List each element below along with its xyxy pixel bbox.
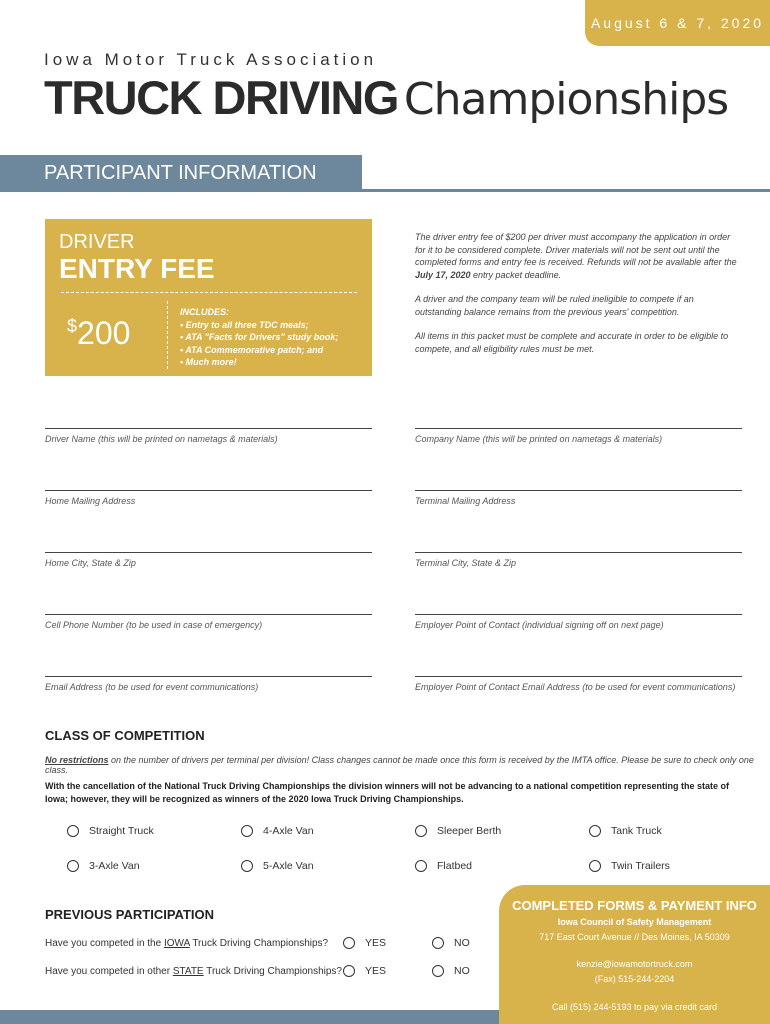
iowa-no-option[interactable]	[432, 937, 470, 949]
note-text: The driver entry fee of $200 per driver must accompany the application in order for it to be considered complete. Driver materials will not be sent out until the completed forms and entry fee is received. Refunds will not be available after the	[415, 232, 737, 267]
option-label: YES	[365, 937, 387, 949]
option-label: YES	[365, 965, 387, 977]
radio-button[interactable]	[343, 965, 355, 977]
option-label: NO	[454, 965, 470, 977]
question-emphasis: STATE	[172, 966, 204, 977]
option-label: Tank Truck	[611, 825, 662, 837]
fee-value: 200	[77, 315, 131, 351]
note-paragraph: A driver and the company team will be ruled ineligible to compete if an outstanding balance remains from the previous years' competition.	[415, 294, 694, 317]
includes-title: INCLUDES:	[180, 307, 229, 317]
radio-button[interactable]	[241, 825, 253, 837]
terminal-city-field[interactable]: Terminal City, State & Zip	[415, 552, 742, 568]
payment-fax: (Fax) 515-244-2204	[594, 974, 675, 984]
option-label: Flatbed	[437, 860, 473, 872]
fee-currency: $	[67, 316, 78, 336]
radio-button[interactable]	[432, 965, 444, 977]
payment-info-title: COMPLETED FORMS & PAYMENT INFO	[512, 898, 757, 913]
fee-amount	[67, 315, 130, 352]
option-label: Straight Truck	[89, 825, 154, 837]
question-emphasis: IOWA	[163, 938, 190, 949]
home-city-field[interactable]: Home City, State & Zip	[45, 552, 372, 568]
radio-button[interactable]	[415, 860, 427, 872]
state-yes-option[interactable]	[343, 965, 386, 977]
home-address-field[interactable]: Home Mailing Address	[45, 490, 372, 506]
event-date-tab	[585, 0, 770, 46]
option-label: NO	[454, 937, 470, 949]
class-option-straight-truck[interactable]	[67, 825, 154, 837]
option-label: Twin Trailers	[611, 860, 670, 872]
iowa-yes-option[interactable]	[343, 937, 386, 949]
question-text: Truck Driving Championships?	[203, 966, 342, 977]
includes-item: • ATA "Facts for Drivers" study book;	[180, 332, 339, 342]
includes-item: • Entry to all three TDC meals;	[180, 319, 309, 330]
option-label: 5-Axle Van	[263, 860, 314, 872]
option-label: 3-Axle Van	[89, 860, 140, 872]
fee-notes	[415, 231, 737, 367]
page-title	[44, 70, 728, 125]
driver-name-field[interactable]: Driver Name (this will be printed on nametags & materials)	[45, 428, 372, 444]
class-option-5-axle-van[interactable]	[241, 860, 314, 872]
radio-button[interactable]	[67, 825, 79, 837]
deadline-date: July 17, 2020	[415, 269, 471, 280]
title-bold: TRUCK DRIVING	[44, 71, 398, 124]
class-option-flatbed[interactable]	[415, 860, 472, 872]
section-header	[0, 155, 362, 192]
previous-participation-title: PREVIOUS PARTICIPATION	[45, 907, 215, 922]
terminal-address-field[interactable]: Terminal Mailing Address	[415, 490, 742, 506]
class-option-4-axle-van[interactable]	[241, 825, 314, 837]
employer-email-field[interactable]: Employer Point of Contact Email Address (to be used for event communications)	[415, 676, 742, 692]
class-note	[45, 755, 770, 775]
fee-divider	[61, 292, 357, 293]
radio-button[interactable]	[589, 860, 601, 872]
payment-address: 717 East Court Avenue // Des Moines, IA 50309	[539, 932, 730, 942]
class-section-title: CLASS OF COMPETITION	[45, 728, 205, 743]
entry-fee-box	[45, 219, 372, 376]
payment-call: Call (515) 244-5193 to pay via credit card	[551, 1002, 718, 1012]
employer-contact-field[interactable]: Employer Point of Contact (individual signing off on next page)	[415, 614, 742, 630]
cell-phone-field[interactable]: Cell Phone Number (to be used in case of emergency)	[45, 614, 372, 630]
radio-button[interactable]	[589, 825, 601, 837]
fee-vertical-divider	[167, 301, 168, 369]
class-option-twin-trailers[interactable]	[589, 860, 670, 872]
payment-email[interactable]: kenzie@iowamotortruck.com	[576, 959, 693, 969]
class-option-3-axle-van[interactable]	[67, 860, 140, 872]
company-name-field[interactable]: Company Name (this will be printed on nametags & materials)	[415, 428, 742, 444]
fee-label-entry: ENTRY FEE	[59, 253, 215, 284]
class-note-text: on the number of drivers per terminal per division! Class changes cannot be made once this form is received by the IMTA office. Please be sure to check only one class.	[45, 755, 754, 775]
question-iowa	[45, 938, 328, 949]
email-field[interactable]: Email Address (to be used for event communications)	[45, 676, 372, 692]
note-text: entry packet deadline.	[470, 269, 562, 280]
event-date: August 6 & 7, 2020	[590, 15, 765, 31]
note-paragraph: All items in this packet must be complete and accurate in order to be eligible to compete, and all eligibility rules must be met.	[415, 331, 729, 354]
question-text: Have you competed in other	[45, 966, 173, 977]
fee-label-driver: DRIVER	[59, 231, 135, 253]
state-no-option[interactable]	[432, 965, 470, 977]
organization-name: Iowa Motor Truck Association	[44, 50, 378, 69]
class-note-emphasis: No restrictions	[45, 755, 109, 765]
option-label: 4-Axle Van	[263, 825, 314, 837]
section-title: PARTICIPANT INFORMATION	[44, 162, 317, 184]
class-option-sleeper-berth[interactable]	[415, 825, 501, 837]
title-light: Championships	[403, 74, 729, 125]
question-other-state	[45, 966, 342, 977]
class-option-tank-truck[interactable]	[589, 825, 662, 837]
radio-button[interactable]	[343, 937, 355, 949]
radio-button[interactable]	[241, 860, 253, 872]
question-text: Have you competed in the	[45, 938, 164, 949]
payment-org: Iowa Council of Safety Management	[557, 917, 712, 927]
option-label: Sleeper Berth	[437, 825, 502, 837]
note-paragraph	[415, 231, 737, 281]
footer-bar	[0, 1010, 499, 1024]
fee-includes-list	[180, 306, 338, 369]
radio-button[interactable]	[415, 825, 427, 837]
section-divider	[362, 189, 770, 192]
radio-button[interactable]	[432, 937, 444, 949]
payment-info-box	[499, 885, 770, 1024]
includes-item: • ATA Commemorative patch; and	[180, 344, 324, 355]
class-cancellation-note: With the cancellation of the National Truck Driving Championships the division winners will not be advancing to a national competition representing the state of Iowa; however, they will be recognized as winners of the 2020 Iowa Truck Driving Championships.	[45, 781, 729, 804]
radio-button[interactable]	[67, 860, 79, 872]
includes-item: • Much more!	[180, 357, 237, 367]
question-text: Truck Driving Championships?	[189, 938, 329, 949]
